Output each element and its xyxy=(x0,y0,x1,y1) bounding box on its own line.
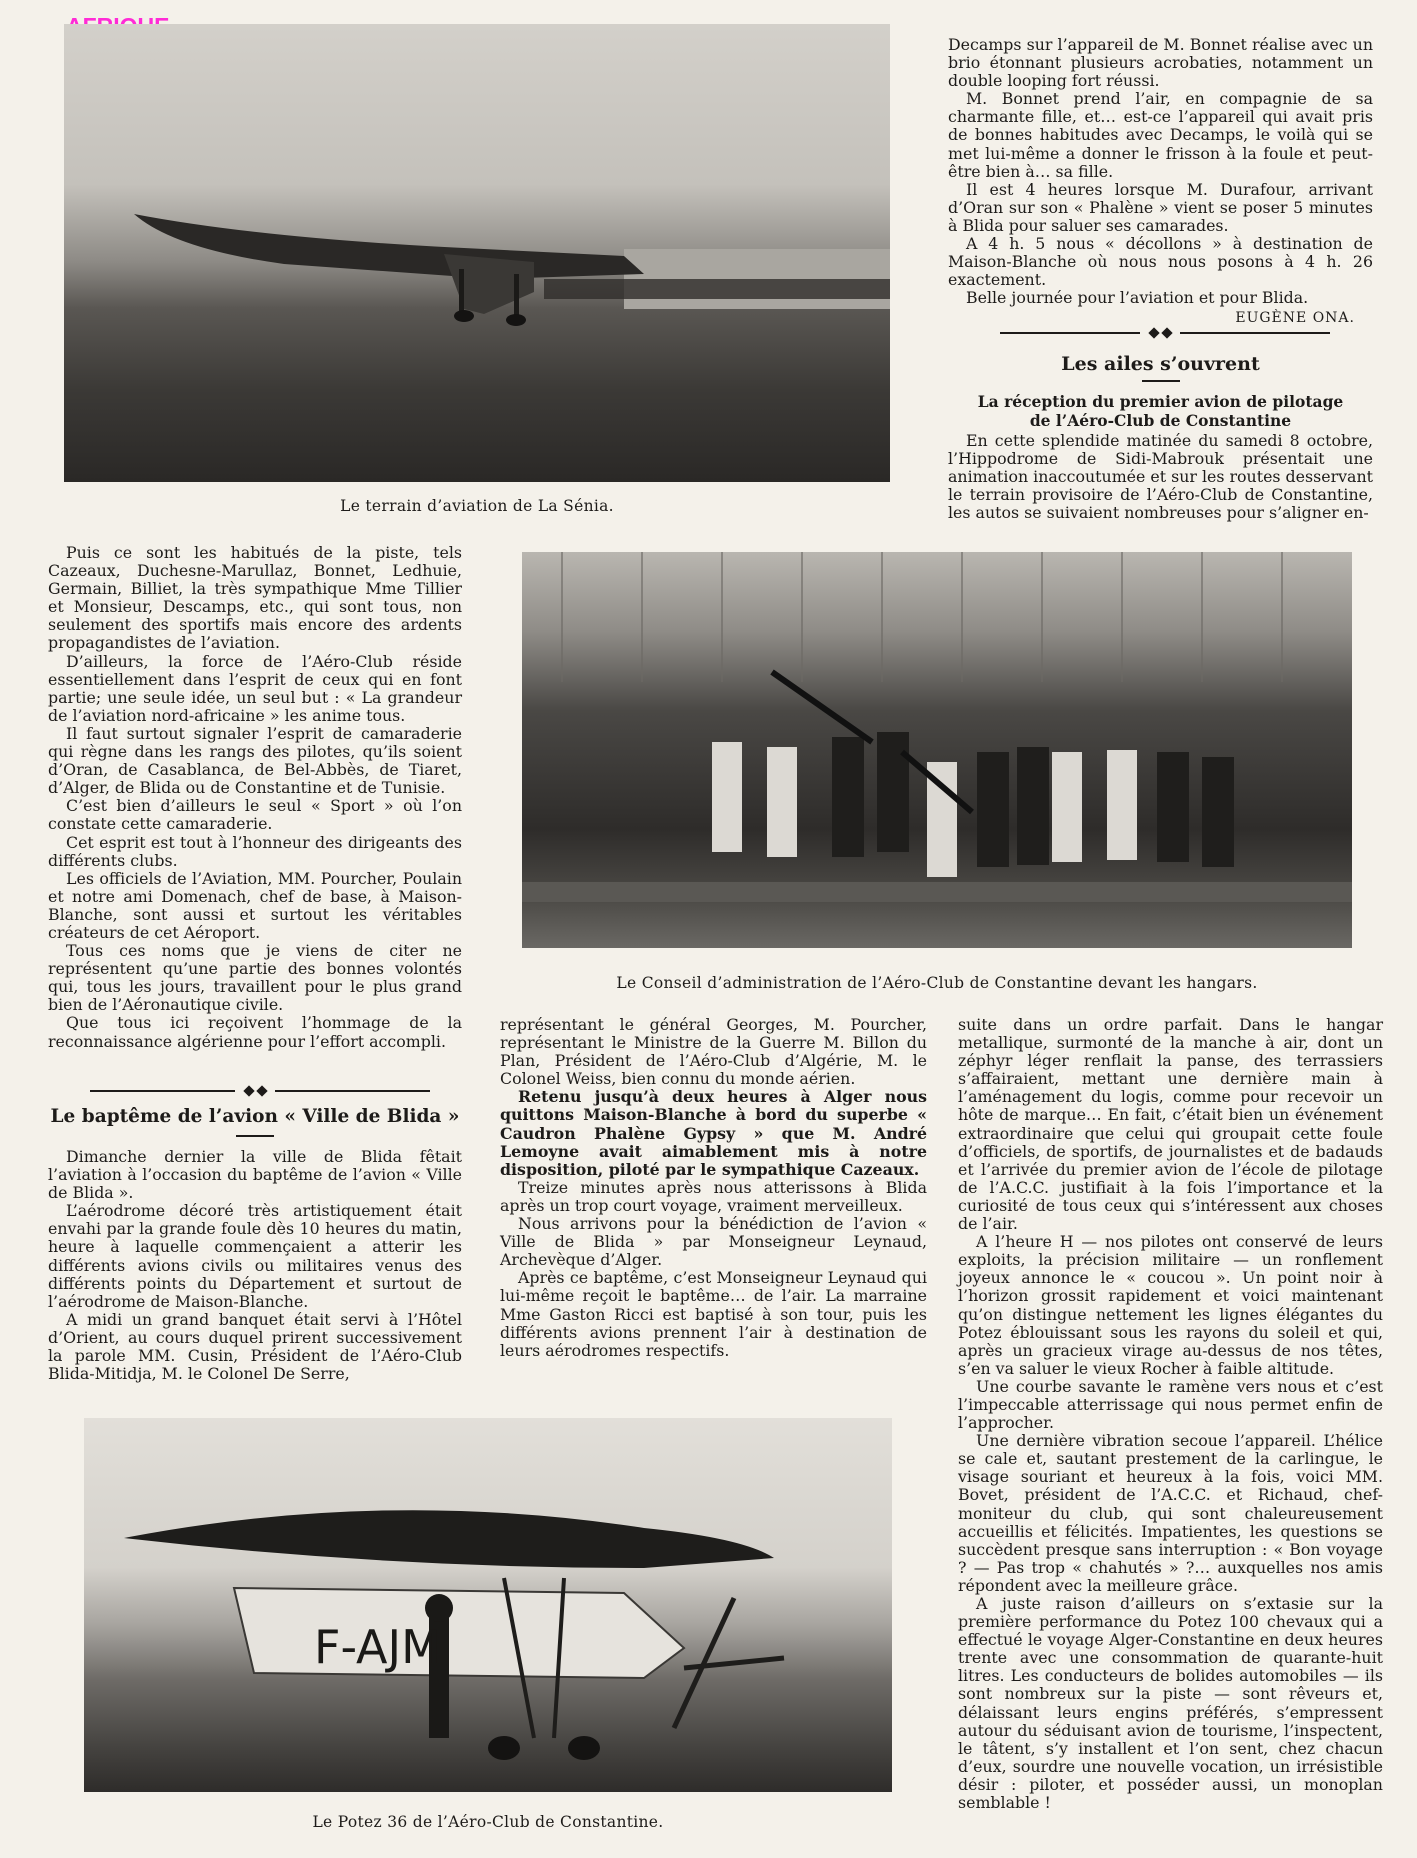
aircraft-registration: F-AJM xyxy=(314,1620,441,1674)
photo-la-senia-illustration xyxy=(64,24,890,482)
photo-la-senia xyxy=(64,24,890,482)
ornament-rule xyxy=(90,1087,430,1095)
heading-rule xyxy=(236,1135,274,1137)
left-paragraph: C’est bien d’ailleurs le seul « Sport » où l’on constate cette camaraderie. xyxy=(48,796,462,834)
ailes-intro: En cette splendide matinée du samedi 8 octobre, l’Hippodrome de Sidi-Mabrouk présentait une animation inaccoutumée et sur les routes desservant le terrain provisoire de l’Aéro-Club de Constantine, les autos se suivaient nombreuses pour s’aligner en- xyxy=(948,431,1373,523)
caption-la-senia: Le terrain d’aviation de La Sénia. xyxy=(340,497,614,515)
blida-column-1 xyxy=(48,1148,462,1383)
ona-paragraph: Decamps sur l’appareil de M. Bonnet réalise avec un brio étonnant plusieurs acrobaties, notamment un double looping fort réussi. xyxy=(948,35,1373,91)
left-paragraph: Les officiels de l’Aviation, MM. Pourcher, Poulain et notre ami Domenach, chef de base, à Maison-Blanche, sont aussi et surtout les véritables créateurs de cet Aéroport. xyxy=(48,868,462,942)
ailes-continuation xyxy=(958,1016,1383,1812)
ailes-paragraph: A l’heure H — nos pilotes ont conservé de leurs exploits, la précision militaire — un ronflement joyeux annonce le « coucou ». Un point noir à l’horizon grossit rapidement et voici maintenant qu’on distingue nettement les lignes élégantes du Potez éblouissant sous les rayons du soleil et qui, après un gracieux virage au-dessus de nos têtes, s’en va saluer le vieux Rocher à faible altitude. xyxy=(958,1232,1383,1378)
ailes-heading: Les ailes s’ouvrent xyxy=(1061,353,1260,375)
blida-paragraph: Nous arrivons pour la bénédiction de l’avion « Ville de Blida » par Monseigneur Leynaud, Archevèque d’Alger. xyxy=(500,1214,927,1270)
left-paragraph: Que tous ici reçoivent l’hommage de la reconnaissance algérienne pour l’effort accompli. xyxy=(48,1013,462,1051)
ailes-paragraph: suite dans un ordre parfait. Dans le hangar metallique, surmonté de la manche à air, dont un zéphyr léger renflait la panse, des terrassiers s’affairaient, mettant une dernière main à l’aménagement du logis, comme pour recevoir un hôte de marque… En fait, c’était bien un événement extraordinaire que celui qui groupait cette foule d’officiels, de sportifs, de journalistes et de badauds et l’arrivée du premier avion de l’école de pilotage de l’A.C.C. justifiait à la fois l’importance et la curiosité de tous ceux qui s’intéressent aux choses de l’air. xyxy=(958,1015,1383,1234)
photo-conseil xyxy=(522,552,1352,948)
ailes-paragraph: Une dernière vibration secoue l’appareil. L’hélice se cale et, sautant prestement de la carlingue, le visage souriant et heureux à la fois, voici MM. Bovet, président de l’A.C.C. et Richaud, chef-moniteur du club, qui sont chaleureusement accueillis et félicités. Impatientes, les questions se succèdent presque sans interruption : « Bon voyage ? — Pas trop « chahutés » ?… auxquelles nos amis répondent avec la meilleure grâce. xyxy=(958,1431,1383,1595)
left-article xyxy=(48,544,462,1051)
blida-paragraph: Treize minutes après nous atterissons à Blida après un trop court voyage, vraiment merveilleux. xyxy=(500,1177,927,1215)
photo-conseil-illustration xyxy=(522,552,1352,948)
caption-conseil: Le Conseil d’administration de l’Aéro-Club de Constantine devant les hangars. xyxy=(616,974,1258,992)
ornament-rule xyxy=(1000,329,1330,337)
left-paragraph: D’ailleurs, la force de l’Aéro-Club réside essentiellement dans l’esprit de ceux qui en font partie; une seule idée, un seul but : « La grandeur de l’aviation nord-africaine » les anime tous. xyxy=(48,651,462,725)
heading-rule xyxy=(1142,380,1180,382)
left-paragraph: Il faut surtout signaler l’esprit de camaraderie qui règne dans les rangs des pilotes, qu’ils soient d’Oran, de Casablanca, de Bel-Abbès, de Tiaret, d’Alger, de Blida ou de Constantine et de Tunisie. xyxy=(48,723,462,798)
ona-article xyxy=(948,36,1373,328)
blida-column-2 xyxy=(500,1016,927,1360)
blida-paragraph: A midi un grand banquet était servi à l’Hôtel d’Orient, au cours duquel prirent successivement la parole MM. Cusin, Président de l’Aéro-Club Blida-Mitidja, M. le Colonel De Serre, xyxy=(48,1309,462,1384)
ailes-paragraph: Une courbe savante le ramène vers nous et c’est l’impeccable atterrissage qui nous permet enfin de l’approcher. xyxy=(958,1376,1383,1433)
blida-paragraph: Retenu jusqu’à deux heures à Alger nous quittons Maison-Blanche à bord du superbe « Caudron Phalène Gypsy » que M. André Lemoyne avait aimablement mis à notre disposition, piloté par le sympathique Cazeaux. xyxy=(500,1087,927,1179)
left-paragraph: Tous ces noms que je viens de citer ne représentent qu’une partie des bonnes volontés qui, tous les jours, travaillent pour le plus grand bien de l’Aéronautique civile. xyxy=(48,941,462,1015)
blida-paragraph: représentant le général Georges, M. Pourcher, représentant le Ministre de la Guerre M. Billon du Plan, Président de l’Aéro-Club d’Algérie, M. le Colonel Weiss, bien connu du monde aérien. xyxy=(500,1015,927,1089)
ona-paragraph: M. Bonnet prend l’air, en compagnie de sa charmante fille, et… est-ce l’appareil qui avait pris de bonnes habitudes avec Decamps, le voilà qui se met lui-même a donner le frisson à la foule et peut-être bien à… sa fille. xyxy=(948,89,1373,181)
ona-paragraph: Il est 4 heures lorsque M. Durafour, arrivant d’Oran sur son « Phalène » vient se poser 5 minutes à Blida pour saluer ses camarades. xyxy=(948,179,1373,235)
caption-potez-36: Le Potez 36 de l’Aéro-Club de Constantine. xyxy=(312,1813,664,1831)
ona-paragraph: A 4 h. 5 nous « décollons » à destination de Maison-Blanche où nous nous posons à 4 h. 26 exactement. xyxy=(948,234,1373,290)
blida-heading: Le baptême de l’avion « Ville de Blida » xyxy=(50,1106,460,1127)
photo-potez-36-illustration xyxy=(84,1418,892,1792)
ona-signature: EUGÈNE ONA. xyxy=(1235,310,1355,327)
ailes-article xyxy=(948,352,1373,522)
blida-paragraph: L’aérodrome décoré très artistiquement était envahi par la grande foule dès 10 heures du matin, heure à laquelle commençaient a atterir les différents avions civils ou militaires venus des différents points du Département et surtout de l’aérodrome de Maison-Blanche. xyxy=(48,1201,462,1311)
ailes-paragraph: A juste raison d’ailleurs on s’extasie sur la première performance du Potez 100 chevaux qui a effectué le voyage Alger-Constantine en deux heures trente avec une consommation de quarante-huit litres. Les conducteurs de bolides automobiles — ils sont nombreux sur la piste — sont rêveurs et, délaissant leurs engins préférés, s’empressent autour du séduisant avion de tourisme, l’inspectent, le tâtent, s’y installent et l’on sent, chez chacun d’eux, sourdre une nouvelle vocation, un irrésistible désir : piloter, et posséder aussi, un monoplan semblable ! xyxy=(958,1594,1383,1813)
ailes-subheading-2: de l’Aéro-Club de Constantine xyxy=(1029,411,1292,430)
blida-paragraph: Après ce baptême, c’est Monseigneur Leynaud qui lui-même reçoit le baptême… de l’air. La marraine Mme Gaston Ricci est baptisé à son tour, puis les différents avions prennent l’air à destination de leurs aérodromes respectifs. xyxy=(500,1268,927,1360)
ailes-subheading-1: La réception du premier avion de pilotage xyxy=(977,392,1344,411)
photo-potez-36 xyxy=(84,1418,892,1792)
left-paragraph: Puis ce sont les habitués de la piste, tels Cazeaux, Duchesne-Marullaz, Bonnet, Ledhuie, Germain, Billiet, la très sympathique Mme Tillier et Monsieur, Descamps, etc., qui sont tous, non seulement des sportifs mais encore des ardents propagandistes de l’aviation. xyxy=(48,543,462,653)
left-paragraph: Cet esprit est tout à l’honneur des dirigeants des différents clubs. xyxy=(48,832,462,870)
blida-paragraph: Dimanche dernier la ville de Blida fêtait l’aviation à l’occasion du baptême de l’avion « Ville de Blida ». xyxy=(48,1147,462,1203)
ona-paragraph: Belle journée pour l’aviation et pour Blida. xyxy=(966,288,1309,308)
